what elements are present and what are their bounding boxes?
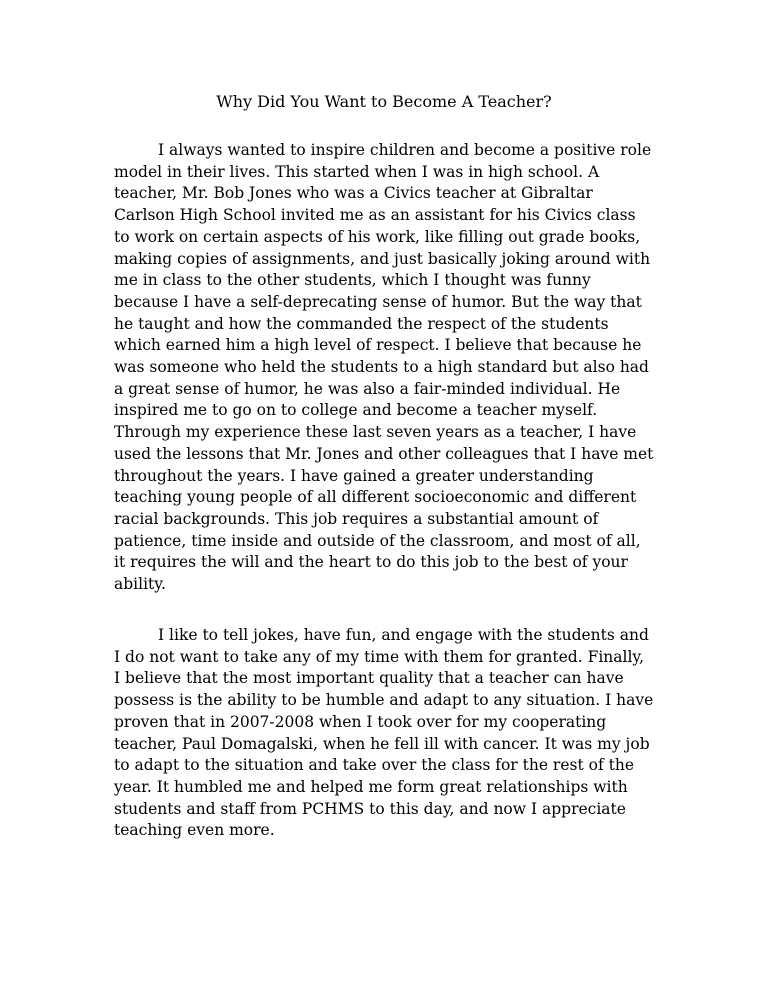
paragraph-2: I like to tell jokes, have fun, and engage with the students and I do not want to take any of my time with them for granted. Finally, I believe that the most important quality that a teacher can have possess is the ability to be humble and adapt to any situation. I have proven that in 2007-2008 when I took over for my cooperating teacher, Paul Domagalski, when he fell ill with cancer. It was my job to adapt to the situation and take over the class for the rest of the year. It humbled me and helped me form great relationships with students and staff from PCHMS to this day, and now I appreciate teaching even more.: [114, 626, 654, 840]
paragraph-1: I always wanted to inspire children and become a positive role model in their lives. This started when I was in high school. A teacher, Mr. Bob Jones who was a Civics teacher at Gibraltar Carlson High School invited me as an assistant for his Civics class to work on certain aspects of his work, like filling out grade books, making copies of assignments, and just basically joking around with me in class to the other students, which I thought was funny because I have a self-deprecating sense of humor. But the way that he taught and how the commanded the respect of the students which earned him a high level of respect. I believe that because he was someone who held the students to a high standard but also had a great sense of humor, he was also a fair-minded individual. He inspired me to go on to college and become a teacher myself. Through my experience these last seven years as a teacher, I have used the lessons that Mr. Jones and other colleagues that I have met throughout the years. I have gained a greater understanding teaching young people of all different socioeconomic and different racial backgrounds. This job requires a substantial amount of patience, time inside and outside of the classroom, and most of all, it requires the will and the heart to do this job to the best of your ability.: [114, 141, 654, 594]
page-title: Why Did You Want to Become A Teacher?: [216, 92, 552, 111]
